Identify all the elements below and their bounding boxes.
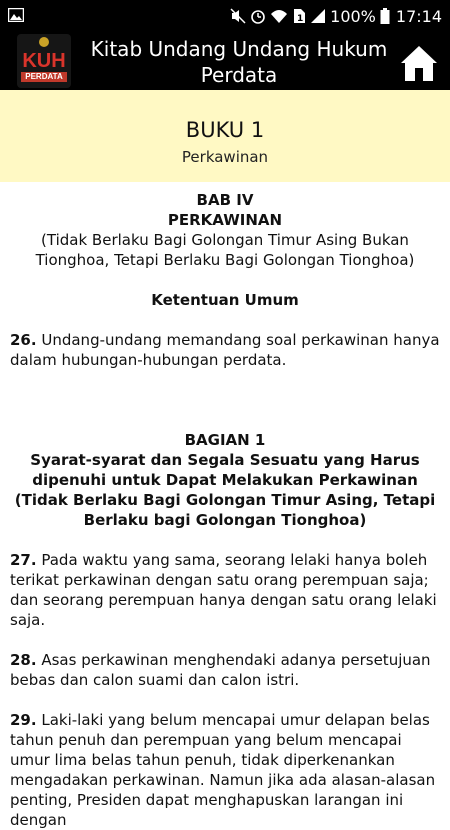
wifi-icon — [270, 8, 288, 24]
section-number: BAGIAN 1 — [184, 431, 266, 449]
article-number: 28. — [10, 651, 37, 669]
status-bar — [0, 0, 450, 32]
chapter-title: PERKAWINAN — [167, 211, 283, 229]
app-title: Kitab Undang Undang Hukum Perdata — [90, 37, 388, 87]
article-27 — [10, 550, 440, 630]
sim-icon — [292, 8, 306, 24]
battery-percent: 100% — [330, 6, 376, 26]
status-icons — [230, 0, 442, 32]
article-number: 27. — [10, 551, 37, 569]
logo-perdata-text: PERDATA — [21, 72, 67, 82]
app-bar — [0, 32, 450, 90]
article-content — [10, 190, 440, 830]
logo-kuh-text: KUH — [22, 50, 66, 72]
book-subtitle: Perkawinan — [181, 148, 269, 166]
chapter-note: (Tidak Berlaku Bagi Golongan Timur Asing Bukan Tionghoa, Tetapi Berlaku Bagi Golongan Tionghoa) — [35, 231, 415, 269]
app-logo — [17, 34, 71, 88]
article-number: 29. — [10, 711, 37, 729]
article-text: Laki-laki yang belum mencapai umur delapan belas tahun penuh dan perempuan yang belum mencapai umur lima belas tahun penuh, tidak diperkenankan mengadakan perkawinan. Namun jika ada alasan-alasan penting, Presiden dapat menghapuskan larangan ini dengan — [10, 711, 436, 829]
article-28 — [10, 650, 440, 690]
article-26 — [10, 330, 440, 370]
home-icon[interactable] — [398, 43, 440, 83]
battery-icon — [380, 8, 390, 24]
alarm-icon — [250, 8, 266, 24]
article-text: Pada waktu yang sama, seorang lelaki hanya boleh terikat perkawinan dengan satu orang perempuan saja; dan seorang perempuan hanya dengan satu orang lelaki saja. — [10, 551, 437, 629]
book-title: BUKU 1 — [185, 118, 265, 142]
image-icon — [8, 8, 24, 22]
article-number: 26. — [10, 331, 37, 349]
book-banner — [0, 90, 450, 182]
garuda-emblem-icon — [39, 37, 49, 47]
article-29 — [10, 710, 440, 830]
chapter-number: BAB IV — [196, 191, 254, 209]
article-text: Undang-undang memandang soal perkawinan hanya dalam hubungan-hubungan perdata. — [10, 331, 440, 369]
clock: 17:14 — [395, 6, 442, 26]
signal-icon — [310, 8, 326, 24]
section-title: Syarat-syarat dan Segala Sesuatu yang Harus dipenuhi untuk Dapat Melakukan Perkawinan (Tidak Berlaku Bagi Golongan Timur Asing, Tetapi Berlaku bagi Golongan Tionghoa) — [14, 451, 436, 529]
general-provisions-heading: Ketentuan Umum — [151, 291, 299, 309]
article-text: Asas perkawinan menghendaki adanya persetujuan bebas dan calon suami dan calon istri. — [10, 651, 431, 689]
svg-text:1: 1 — [297, 14, 304, 24]
mute-icon — [230, 8, 246, 24]
